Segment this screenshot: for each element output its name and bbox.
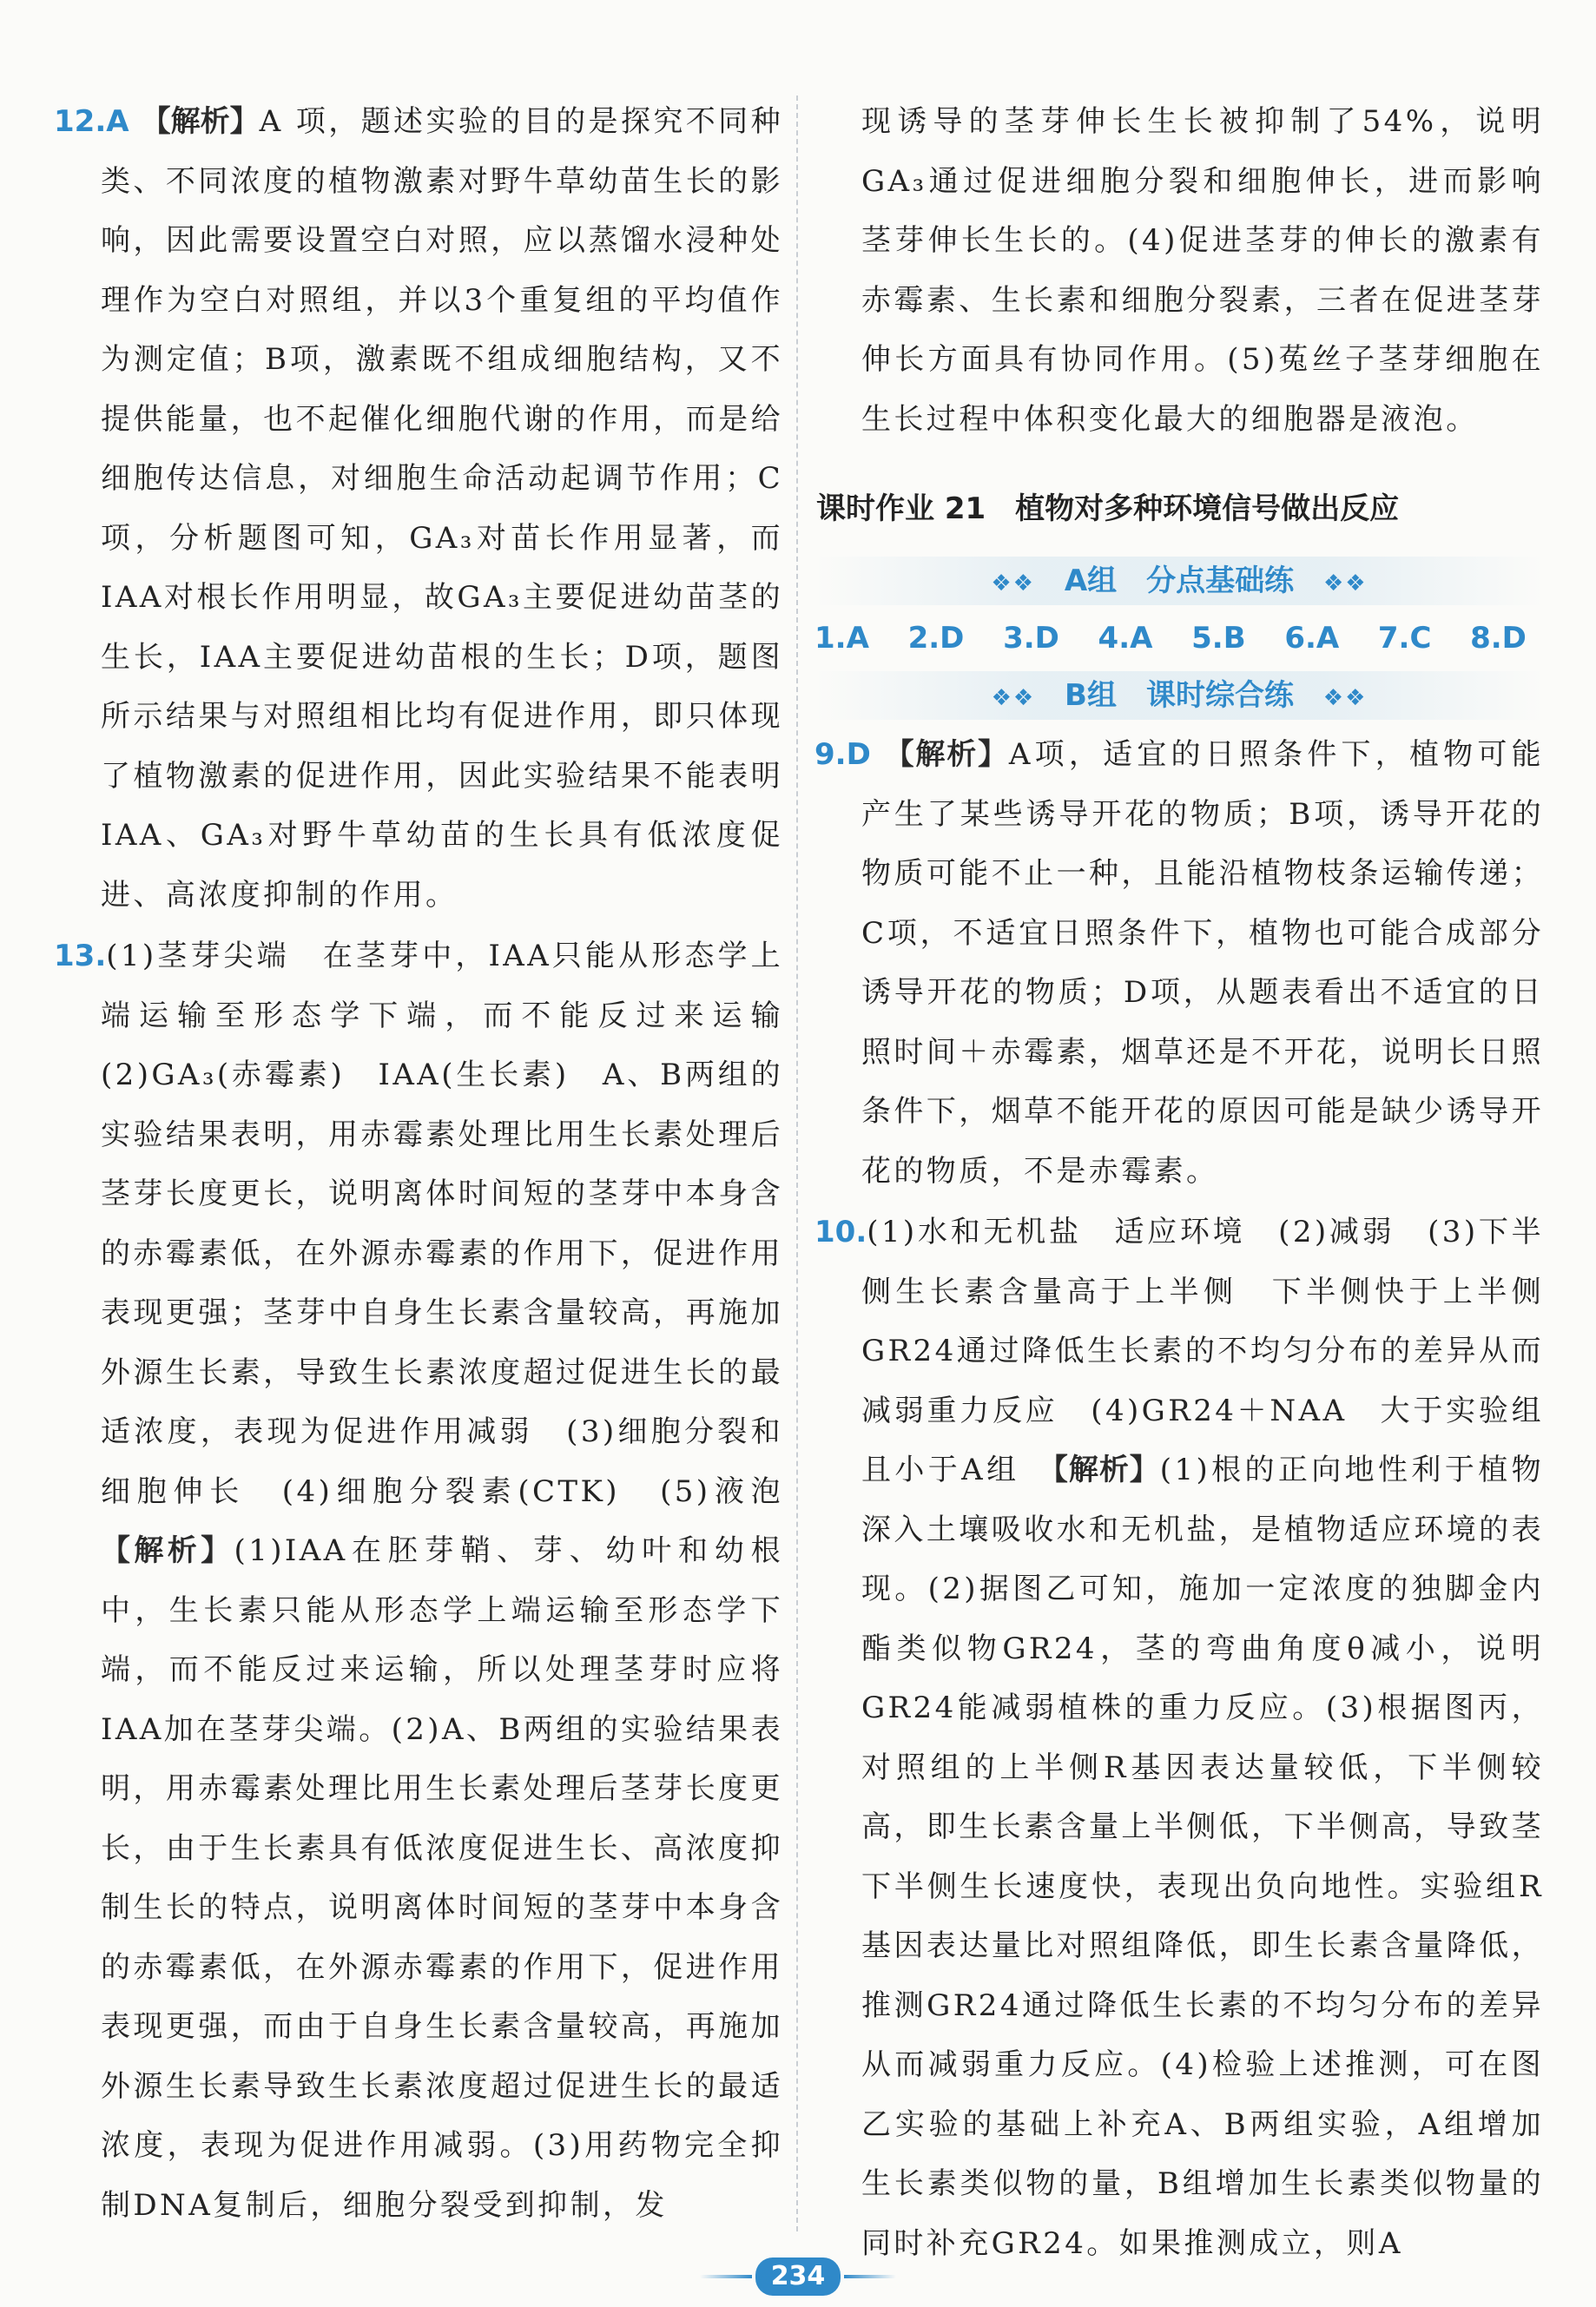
- analysis-text: (1)根的正向地性利于植物深入土壤吸收水和无机盐，是植物适应环境的表现。(2)据图乙可知，施加一定浓度的独脚金内酯类似物GR24，茎的弯曲角度θ减小，说明GR24能减弱植株的重力反应。(3)根据图丙，对照组的上半侧R基因表达量较低，下半侧较高，即生长素含量上半侧低，下半侧高，导致茎下半侧生长速度快，表现出负向地性。实验组R基因表达量比对照组降低，即生长素含量降低，推测GR24通过降低生长素的不均匀分布的差异从而减弱重力反应。(4)检验上述推测，可在图乙实验的基础上补充A、B两组实验，A组增加生长素类似物的量，B组增加生长素类似物量的同时补充GR24。如果推测成立，则A: [861, 1453, 1544, 2261]
- answer-item: 6.A: [1284, 621, 1340, 656]
- answer-item: 2.D: [907, 621, 965, 656]
- diamond-icon: ❖❖: [991, 570, 1035, 597]
- question-9: [814, 725, 1544, 1201]
- analysis-label: 【解析】: [882, 737, 1009, 772]
- answer-item: 7.C: [1377, 621, 1432, 656]
- group-b-title: B组 课时综合练: [1065, 678, 1294, 713]
- answer-text: (1)茎芽尖端 在茎芽中，IAA只能从形态学上端运输至形态学下端，而不能反过来运输 (2)GA₃(赤霉素) IAA(生长素) A、B两组的实验结果表明，用赤霉素处理比用生长素处理后茎芽长度更长，说明离体时间短的茎芽中本身含的赤霉素低，在外源赤霉素的作用下，促进作用表现更强；茎芽中自身生长素含量较高，再施加外源生长素，导致生长素浓度超过促进生长的最适浓度，表现为促进作用减弱 (3)细胞分裂和细胞伸长 (4)细胞分裂素(CTK) (5)液泡: [101, 939, 816, 1509]
- question-number: 12.: [54, 104, 107, 139]
- analysis-text: A 项，题述实验的目的是探究不同种类、不同浓度的植物激素对野牛草幼苗生长的影响，因此需要设置空白对照，应以蒸馏水浸种处理作为空白对照组，并以3个重复组的平均值作为测定值；B项，激素既不组成细胞结构，又不提供能量，也不起催化细胞代谢的作用，而是给细胞传达信息，对细胞生命活动起调节作用；C项，分析题图可知，GA₃对苗长作用显著，而IAA对根长作用明显，故GA₃主要促进幼苗茎的生长，IAA主要促进幼苗根的生长；D项，题图所示结果与对照组相比均有促进作用，即只体现了植物激素的促进作用，因此实验结果不能表明IAA、GA₃对野牛草幼苗的生长具有低浓度促进、高浓度抑制的作用。: [101, 104, 783, 913]
- diamond-icon: ❖❖: [991, 685, 1036, 711]
- lesson-title: 课时作业 21 植物对多种环境信号做出反应: [816, 491, 1400, 526]
- left-column: [54, 92, 816, 2235]
- answer-item: 3.D: [1003, 621, 1059, 656]
- page-number-decoration-left: [700, 2275, 752, 2278]
- question-number: 13.: [54, 939, 107, 973]
- page-number-decoration-right: [844, 2275, 896, 2278]
- diamond-icon: ❖❖: [1322, 685, 1368, 711]
- question-12: [54, 92, 783, 925]
- answer-item: 5.B: [1191, 621, 1246, 656]
- group-a-title: A组 分点基础练: [1064, 564, 1295, 598]
- question-number: 10.: [814, 1215, 867, 1249]
- analysis-text: (1)IAA在胚芽鞘、芽、幼叶和幼根中，生长素只能从形态学上端运输至形态学下端，而不能反过来运输，所以处理茎芽时应将IAA加在茎芽尖端。(2)A、B两组的实验结果表明，用赤霉素处理比用生长素处理后茎芽长度更长，由于生长素具有低浓度促进生长、高浓度抑制生长的特点，说明离体时间短的茎芽中本身含的赤霉素低，在外源赤霉素的作用下，促进作用表现更强，而由于自身生长素含量较高，再施加外源生长素导致生长素浓度超过促进生长的最适浓度，表现为促进作用减弱。(3)用药物完全抑制DNA复制后，细胞分裂受到抑制，发: [101, 1533, 783, 2223]
- page-number: 234: [755, 2258, 841, 2296]
- analysis-label: 【解析】: [1052, 1453, 1160, 1487]
- analysis-text: A项，适宜的日照条件下，植物可能产生了某些诱导开花的物质；B项，诱导开花的物质可能不止一种，且能沿植物枝条运输传递；C项，不适宜日照条件下，植物也可能合成部分诱导开花的物质；D项，从题表看出不适宜的日照时间＋赤霉素，烟草还是不开花，说明长日照条件下，烟草不能开花的原因可能是缺少诱导开花的物质，不是赤霉素。: [861, 737, 1545, 1189]
- question-10: [814, 1203, 1577, 2273]
- group-a-answers: [814, 612, 1544, 664]
- diamond-icon: ❖❖: [1323, 570, 1368, 597]
- answer-letter: D: [846, 737, 871, 772]
- answer-item: 1.A: [814, 621, 869, 656]
- question-13-continued: 现诱导的茎芽伸长生长被抑制了54%，说明GA₃通过促进细胞分裂和细胞伸长，进而影响茎芽伸长生长的。(4)促进茎芽的伸长的激素有赤霉素、生长素和细胞分裂素，三者在促进茎芽伸长方面具有协同作用。(5)菟丝子茎芽细胞在生长过程中体积变化最大的细胞器是液泡。: [861, 104, 1544, 437]
- answer-letter: A: [106, 104, 129, 139]
- group-b-header: [814, 671, 1544, 720]
- answer-text: (1)水和无机盐 适应环境 (2)减弱 (3)下半侧生长素含量高于上半侧 下半侧快于上半侧 GR24通过降低生长素的不均匀分布的差异从而减弱重力反应 (4)GR24＋NAA 大于实验组且小于A组: [861, 1215, 1577, 1487]
- question-13: [54, 926, 816, 2235]
- analysis-label: 【解析】: [101, 1533, 234, 1568]
- right-column: [814, 92, 1577, 2273]
- group-a-header: [814, 557, 1544, 605]
- answer-item: 4.A: [1098, 621, 1153, 656]
- question-number: 9.: [814, 737, 847, 772]
- column-divider: [796, 96, 798, 2231]
- answer-item: 8.D: [1470, 621, 1527, 656]
- analysis-label: 【解析】: [141, 104, 260, 139]
